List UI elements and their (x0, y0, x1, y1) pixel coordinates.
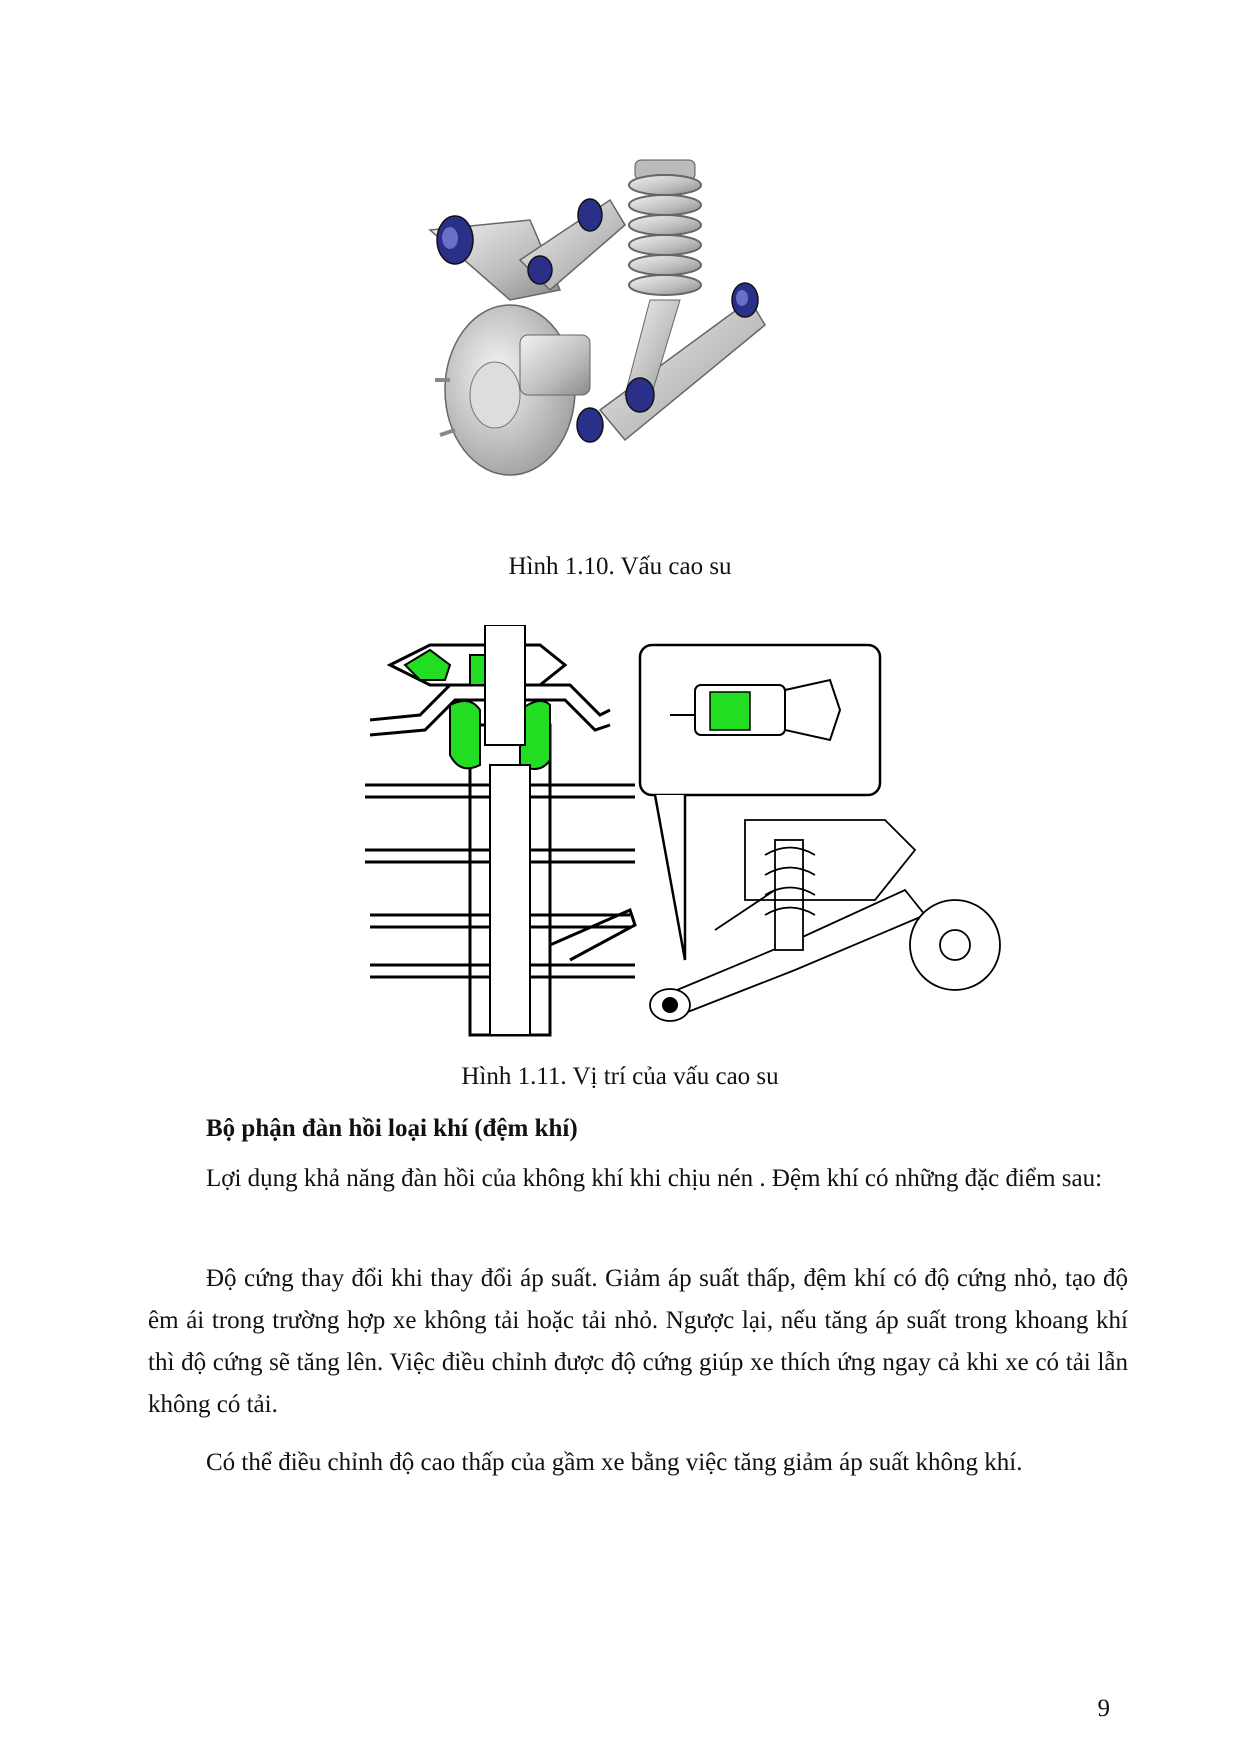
figure-1-10-caption: Hình 1.10. Vấu cao su (508, 553, 732, 580)
figure-1-11-caption: Hình 1.11. Vị trí của vấu cao su (461, 1063, 779, 1090)
figure-1-11-location-image (625, 640, 1025, 1040)
figure-1-10-image (410, 140, 880, 530)
page-number: 9 (1097, 1695, 1110, 1722)
section-heading: Bộ phận đàn hồi loại khí (đệm khí) (206, 1115, 578, 1142)
figure-1-11-strut-image (350, 625, 650, 1045)
paragraph-1: Lợi dụng khả năng đàn hồi của không khí khi chịu nén . Đệm khí có những đặc điểm sau: (206, 1165, 1103, 1192)
paragraph-2: Độ cứng thay đổi khi thay đổi áp suất. Giảm áp suất thấp, đệm khí có độ cứng nhỏ, tạo độ êm ái trong trường hợp xe không tải hoặc tải nhỏ. Ngược lại, nếu tăng áp suất trong khoang khí thì độ cứng sẽ tăng lên. Việc điều chỉnh được độ cứng giúp xe thích ứng ngay cả khi xe có tải lẫn không có tải. (148, 1265, 1128, 1418)
paragraph-3: Có thể điều chỉnh độ cao thấp của gầm xe bằng việc tăng giảm áp suất không khí. (206, 1449, 1023, 1476)
